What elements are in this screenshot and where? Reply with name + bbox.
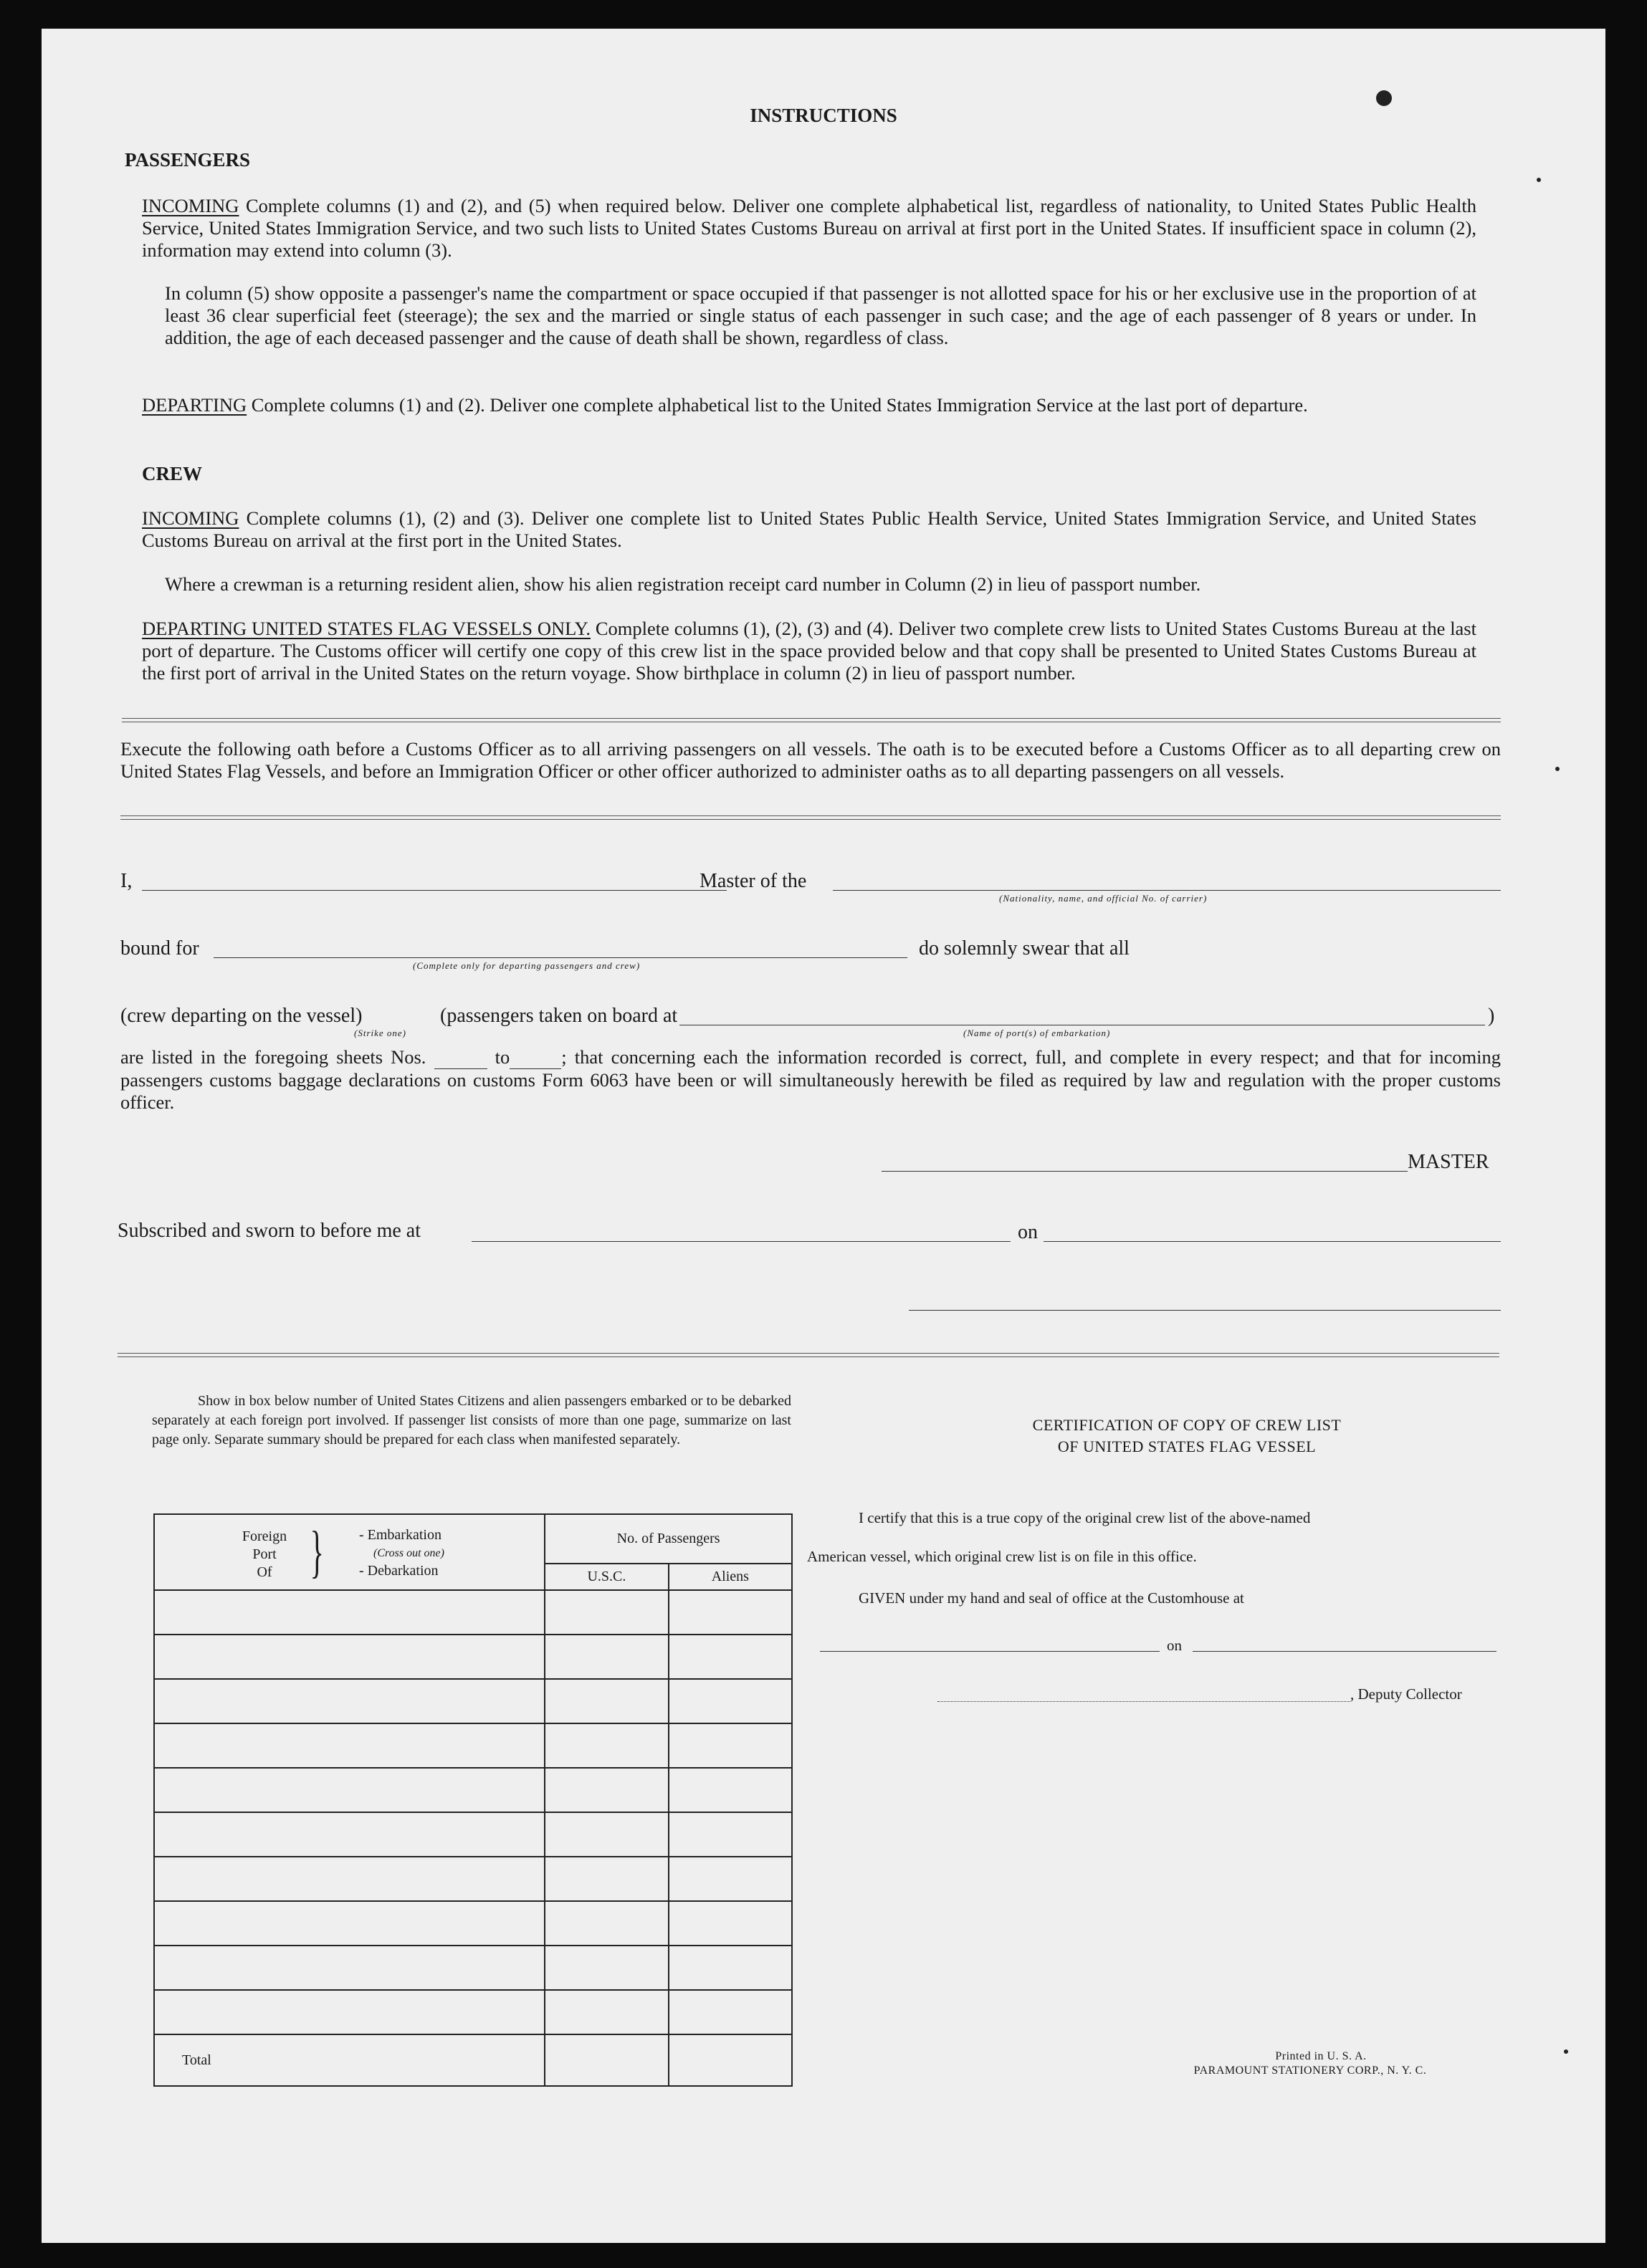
subscribed-label: Subscribed and sworn to before me at bbox=[118, 1220, 421, 1242]
sworn-on-date-field[interactable] bbox=[1044, 1241, 1501, 1242]
aliens-cell[interactable] bbox=[669, 1812, 792, 1857]
cross-out-note: (Cross out one) bbox=[373, 1547, 444, 1559]
given-line: GIVEN under my hand and seal of office at the Customhouse at bbox=[859, 1589, 1244, 1607]
divider-rule bbox=[122, 718, 1501, 722]
table-row bbox=[154, 1946, 792, 1990]
ports-caption: (Name of port(s) of embarkation) bbox=[963, 1028, 1111, 1038]
embarkation-label: - Embarkation bbox=[359, 1527, 441, 1543]
crew-resident-paragraph: Where a crewman is a returning resident alien, show his alien registration receipt card number in Column (2) in lieu of passport number. bbox=[165, 573, 1201, 595]
passengers-heading: PASSENGERS bbox=[125, 149, 251, 171]
usc-cell[interactable] bbox=[545, 1723, 668, 1768]
port-cell[interactable] bbox=[154, 1812, 545, 1857]
form-page bbox=[42, 29, 1605, 2243]
table-row bbox=[154, 1901, 792, 1946]
port-cell[interactable] bbox=[154, 1990, 545, 2034]
aliens-cell[interactable] bbox=[669, 1901, 792, 1946]
table-row bbox=[154, 1768, 792, 1812]
passengers-departing-text: Complete columns (1) and (2). Deliver one complete alphabetical list to the United States Immigration Service at the last port of departure. bbox=[247, 394, 1308, 416]
bound-for-caption: (Complete only for departing passengers and crew) bbox=[413, 960, 641, 971]
sheets-statement bbox=[120, 1046, 1501, 1114]
port-cell[interactable] bbox=[154, 1901, 545, 1946]
sheet-to-field[interactable] bbox=[510, 1046, 561, 1069]
crew-incoming-paragraph bbox=[142, 507, 1476, 552]
usc-cell[interactable] bbox=[545, 1812, 668, 1857]
foreign-label: Foreign bbox=[242, 1528, 287, 1544]
port-cell[interactable] bbox=[154, 1679, 545, 1723]
brace-glyph: } bbox=[310, 1521, 324, 1584]
oath-i-label: I, bbox=[120, 870, 133, 892]
aliens-total-cell[interactable] bbox=[669, 2034, 792, 2086]
table-row bbox=[154, 1812, 792, 1857]
aliens-cell[interactable] bbox=[669, 1946, 792, 1990]
table-row bbox=[154, 1635, 792, 1679]
aliens-cell[interactable] bbox=[669, 1590, 792, 1635]
aliens-cell[interactable] bbox=[669, 1679, 792, 1723]
customhouse-field[interactable] bbox=[820, 1651, 1160, 1652]
crew-incoming-label: INCOMING bbox=[142, 507, 239, 529]
column5-paragraph: In column (5) show opposite a passenger's name the compartment or space occupied if that passenger is not allotted space for his or her exclusive use in the proportion of at least 36 clear superficial feet (steerage); the sex and the married or single status of each passenger in such case; and the age of each passenger of 8 years or under. In addition, the age of each deceased passenger and the cause of death shall be shown, regardless of class. bbox=[165, 282, 1476, 348]
usc-cell[interactable] bbox=[545, 1901, 668, 1946]
sworn-at-field[interactable] bbox=[472, 1241, 1011, 1242]
table-row bbox=[154, 1679, 792, 1723]
port-cell[interactable] bbox=[154, 1946, 545, 1990]
usc-cell[interactable] bbox=[545, 1635, 668, 1679]
usc-cell[interactable] bbox=[545, 1590, 668, 1635]
divider-rule bbox=[120, 815, 1501, 820]
port-cell[interactable] bbox=[154, 1723, 545, 1768]
usc-header: U.S.C. bbox=[545, 1564, 668, 1590]
total-label: Total bbox=[154, 2034, 545, 2086]
aliens-cell[interactable] bbox=[669, 1723, 792, 1768]
table-row bbox=[154, 1723, 792, 1768]
table-row bbox=[154, 1990, 792, 2034]
aliens-cell[interactable] bbox=[669, 1857, 792, 1901]
bound-for-label: bound for bbox=[120, 937, 199, 960]
no-passengers-header: No. of Passengers bbox=[545, 1514, 792, 1564]
crew-departing-option: (crew departing on the vessel) bbox=[120, 1005, 363, 1027]
certification-title-line2: OF UNITED STATES FLAG VESSEL bbox=[1057, 1437, 1317, 1455]
certification-on-label: on bbox=[1167, 1637, 1182, 1654]
officer-signature-field[interactable] bbox=[909, 1310, 1501, 1311]
aliens-header: Aliens bbox=[669, 1564, 792, 1590]
aliens-cell[interactable] bbox=[669, 1990, 792, 2034]
total-row bbox=[154, 2034, 792, 2086]
master-label: MASTER bbox=[1408, 1151, 1489, 1173]
port-cell[interactable] bbox=[154, 1590, 545, 1635]
scan-speck bbox=[1376, 90, 1392, 106]
port-cell[interactable] bbox=[154, 1768, 545, 1812]
deputy-collector-label: , Deputy Collector bbox=[1350, 1685, 1462, 1703]
bound-for-field[interactable] bbox=[214, 957, 907, 958]
usc-cell[interactable] bbox=[545, 1857, 668, 1901]
passengers-incoming-label: INCOMING bbox=[142, 195, 239, 216]
summary-instruction: Show in box below number of United States Citizens and alien passengers embarked or to be debarked separately at each foreign port involved. If passenger list consists of more than one page, summarize on last page only. Separate summary should be prepared for each class when manifested separately. bbox=[152, 1393, 791, 1448]
certify-line1: I certify that this is a true copy of the original crew list of the above-named bbox=[859, 1509, 1311, 1526]
usc-total-cell[interactable] bbox=[545, 2034, 668, 2086]
printer-imprint bbox=[1131, 2049, 1489, 2078]
crew-heading: CREW bbox=[142, 463, 203, 484]
carrier-field[interactable] bbox=[833, 890, 1501, 891]
passenger-summary-table bbox=[153, 1513, 793, 2087]
crew-departing-paragraph bbox=[142, 618, 1476, 684]
master-of-the-label: Master of the bbox=[700, 870, 807, 892]
certification-date-field[interactable] bbox=[1193, 1651, 1496, 1652]
on-label: on bbox=[1018, 1221, 1038, 1243]
port-cell[interactable] bbox=[154, 1635, 545, 1679]
passengers-taken-option: (passengers taken on board at bbox=[440, 1005, 678, 1027]
passengers-incoming-paragraph bbox=[142, 195, 1476, 262]
printed-in-usa: Printed in U. S. A. bbox=[1275, 2050, 1367, 2062]
sheets-rest: ; that concerning each the information recorded is correct, full, and complete in every respect; and that for incoming passengers customs baggage declarations on customs Form 6063 have been or will simultaneously herewith be filed as required by law and regulation with the proper customs officer. bbox=[120, 1046, 1502, 1113]
carrier-caption: (Nationality, name, and official No. of carrier) bbox=[999, 893, 1208, 904]
sheets-prefix: are listed in the foregoing sheets Nos. bbox=[120, 1046, 426, 1068]
usc-cell[interactable] bbox=[545, 1946, 668, 1990]
certification-title bbox=[829, 1415, 1545, 1458]
close-paren: ) bbox=[1488, 1005, 1495, 1027]
crew-incoming-text: Complete columns (1), (2) and (3). Deliver one complete list to United States Public Health Service, United States Immigration Service, and United States Customs Bureau on arrival at the first port in the United States. bbox=[142, 507, 1476, 551]
usc-cell[interactable] bbox=[545, 1768, 668, 1812]
port-cell[interactable] bbox=[154, 1857, 545, 1901]
scan-speck bbox=[1555, 767, 1560, 771]
aliens-cell[interactable] bbox=[669, 1635, 792, 1679]
passengers-incoming-text: Complete columns (1) and (2), and (5) when required below. Deliver one complete alphabetical list, regardless of nationality, to United States Public Health Service, United States Immigration Service, and two such lists to United States Customs Bureau on arrival at first port in the United States. If insufficient space in column (2), information may extend into column (3). bbox=[142, 195, 1476, 261]
debarkation-label: - Debarkation bbox=[359, 1563, 439, 1579]
scan-speck bbox=[1564, 2049, 1568, 2054]
strike-caption: (Strike one) bbox=[354, 1028, 407, 1038]
crew-departing-text: Complete columns (1), (2), (3) and (4). Deliver two complete crew lists to United States Customs Bureau at the last port of departure. The Customs officer will certify one copy of this crew list in the space provided below and that copy shall be presented to United States Customs Bureau at the first port of arrival in the United States on the return voyage. Show birthplace in column (2) in lieu of passport number. bbox=[142, 618, 1476, 684]
port-header-cell bbox=[154, 1514, 545, 1590]
page-title: INSTRUCTIONS bbox=[750, 105, 897, 126]
master-name-field[interactable] bbox=[142, 890, 727, 891]
table-row bbox=[154, 1857, 792, 1901]
passengers-departing-label: DEPARTING bbox=[142, 394, 247, 416]
passengers-departing-paragraph bbox=[142, 394, 1476, 416]
usc-cell[interactable] bbox=[545, 1679, 668, 1723]
port-label: Port bbox=[252, 1546, 277, 1562]
usc-cell[interactable] bbox=[545, 1990, 668, 2034]
divider-rule bbox=[118, 1353, 1499, 1357]
oath-instruction: Execute the following oath before a Customs Officer as to all arriving passengers on all vessels. The oath is to be executed before a Customs Officer as to all departing crew on United States Flag Vessels, and before an Immigration Officer or other officer authorized to administer oaths as to all departing passengers on all vessels. bbox=[120, 738, 1501, 782]
printer-name: PARAMOUNT STATIONERY CORP., N. Y. C. bbox=[1193, 2064, 1427, 2077]
of-label: Of bbox=[257, 1564, 272, 1580]
scan-speck bbox=[1537, 178, 1541, 182]
to-label: to bbox=[495, 1046, 510, 1068]
master-signature-field[interactable] bbox=[882, 1171, 1408, 1172]
table-row bbox=[154, 1590, 792, 1635]
crew-departing-label: DEPARTING UNITED STATES FLAG VESSELS ONLY. bbox=[142, 618, 591, 639]
swear-label: do solemnly swear that all bbox=[919, 937, 1130, 960]
sheet-from-field[interactable] bbox=[434, 1046, 487, 1069]
certify-line2: American vessel, which original crew list is on file in this office. bbox=[807, 1548, 1197, 1565]
certification-title-line1: CERTIFICATION OF COPY OF CREW LIST bbox=[1032, 1416, 1342, 1434]
deputy-signature-field[interactable] bbox=[937, 1701, 1350, 1702]
aliens-cell[interactable] bbox=[669, 1768, 792, 1812]
